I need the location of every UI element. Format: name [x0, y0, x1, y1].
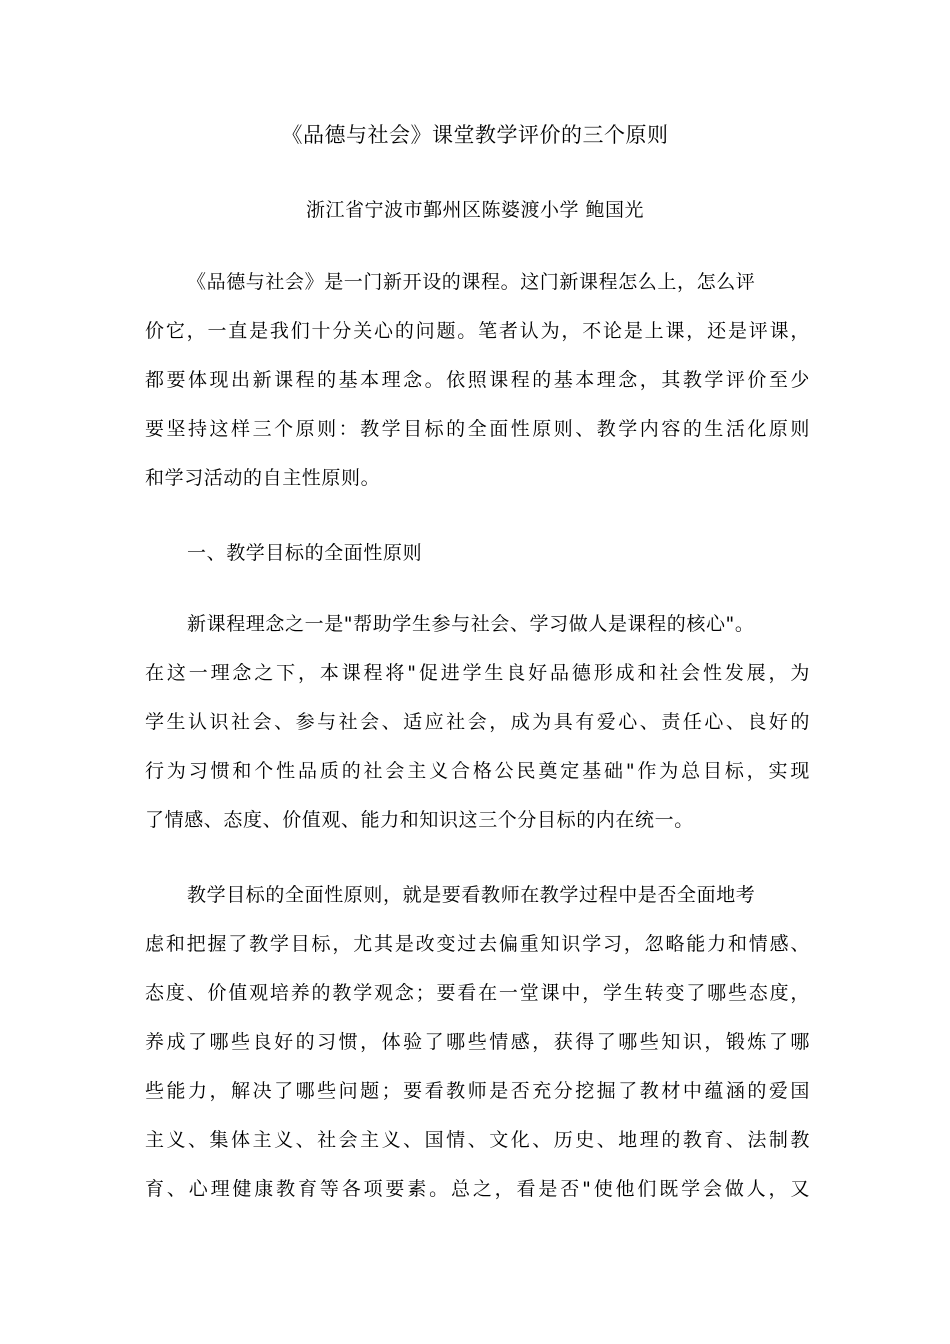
paragraph-3-line-6: 主义、集体主义、社会主义、国情、文化、历史、地理的教育、法制教 [145, 1129, 810, 1151]
paragraph-3-line-4: 养成了哪些良好的习惯，体验了哪些情感，获得了哪些知识，锻炼了哪 [145, 1031, 810, 1053]
paragraph-1-line-4: 要坚持这样三个原则：教学目标的全面性原则、教学内容的生活化原则 [145, 418, 810, 440]
paragraph-1-line-1: 《品德与社会》是一门新开设的课程。这门新课程怎么上，怎么评 [187, 271, 756, 293]
paragraph-3-line-2: 虑和把握了教学目标，尤其是改变过去偏重知识学习，忽略能力和情感、 [145, 933, 810, 955]
paragraph-2-line-5: 了情感、态度、价值观、能力和知识这三个分目标的内在统一。 [145, 809, 694, 831]
paragraph-3-line-1: 教学目标的全面性原则，就是要看教师在教学过程中是否全面地考 [187, 884, 756, 906]
paragraph-2-line-3: 学生认识社会、参与社会、适应社会，成为具有爱心、责任心、良好的 [145, 711, 810, 733]
paragraph-1-line-2: 价它，一直是我们十分关心的问题。笔者认为，不论是上课，还是评课， [145, 320, 810, 342]
paragraph-3-line-3: 态度、价值观培养的教学观念；要看在一堂课中，学生转变了哪些态度， [145, 982, 810, 1004]
paragraph-2-line-2: 在这一理念之下，本课程将"促进学生良好品德形成和社会性发展，为 [145, 662, 810, 684]
paragraph-1-line-3: 都要体现出新课程的基本理念。依照课程的基本理念，其教学评价至少 [145, 369, 810, 391]
paragraph-2-line-4: 行为习惯和个性品质的社会主义合格公民奠定基础"作为总目标，实现 [145, 760, 810, 782]
document-title: 《品德与社会》课堂教学评价的三个原则 [281, 123, 669, 147]
paragraph-2-line-1: 新课程理念之一是"帮助学生参与社会、学习做人是课程的核心"。 [187, 613, 755, 635]
paragraph-3-line-7: 育、心理健康教育等各项要素。总之，看是否"使他们既学会做人，又 [145, 1178, 810, 1200]
paragraph-3-line-5: 些能力，解决了哪些问题；要看教师是否充分挖掘了教材中蕴涵的爱国 [145, 1080, 810, 1102]
section-1-heading: 一、教学目标的全面性原则 [187, 542, 423, 564]
paragraph-1-line-5: 和学习活动的自主性原则。 [145, 467, 381, 489]
document-author: 浙江省宁波市鄞州区陈婆渡小学 鲍国光 [305, 199, 645, 221]
